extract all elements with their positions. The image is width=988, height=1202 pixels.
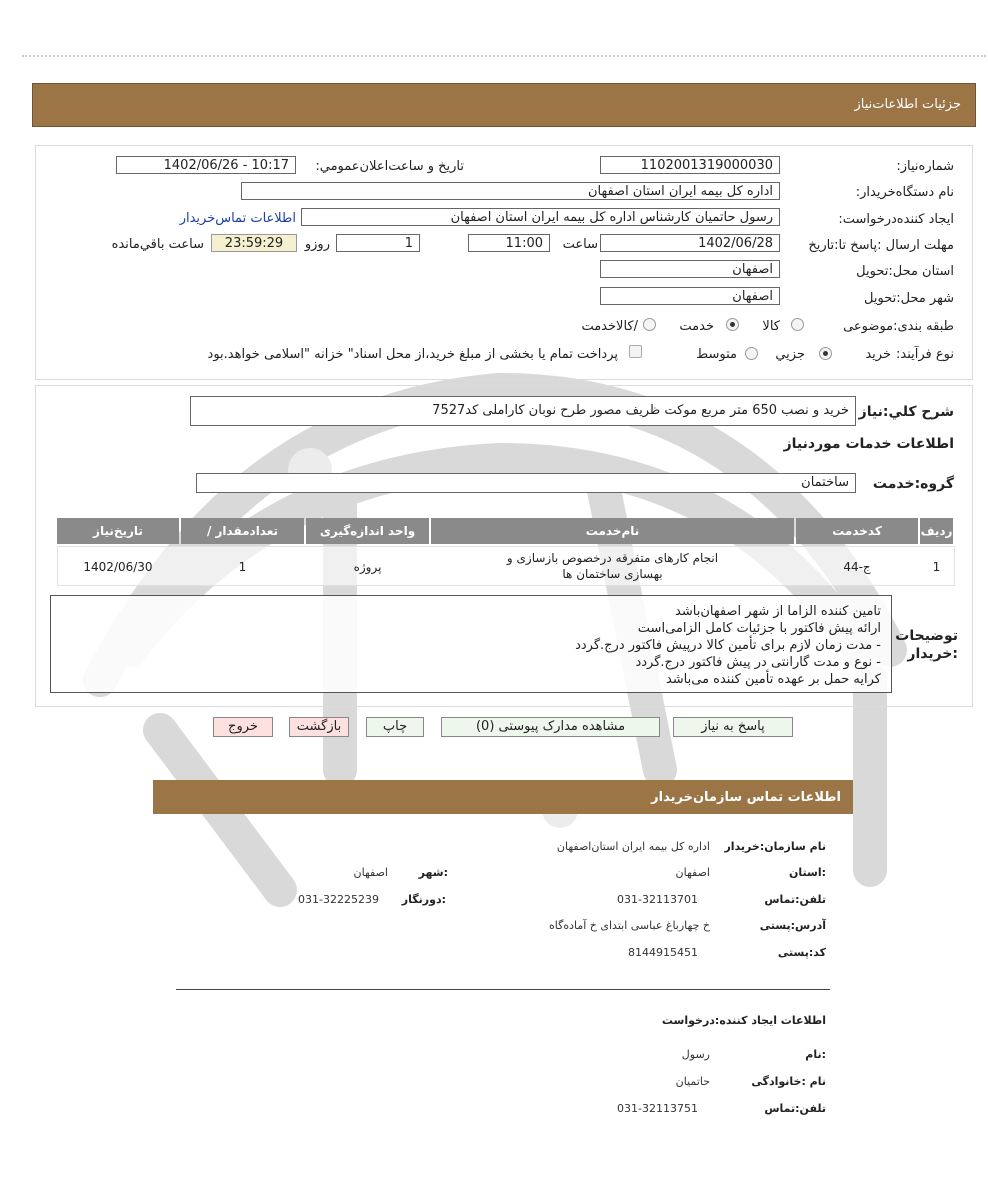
requester-family-value: حاتمیان — [675, 1075, 710, 1088]
fax-label: :دورنگار — [401, 893, 446, 906]
col-name-header: نام‌خدمت — [431, 518, 794, 544]
service-group-label: گروه:خدمت — [872, 476, 954, 492]
announce-field: 1402/06/26 - 10:17 — [116, 156, 296, 174]
attachments-button[interactable]: مشاهده مدارک پیوستی (0) — [441, 717, 660, 737]
org-label: نام سازمان:خریدار — [724, 840, 826, 853]
cell-date: 1402/06/30 — [83, 560, 153, 574]
process-minor-radio[interactable] — [819, 347, 832, 360]
need-number-label: شماره‌نیاز: — [896, 159, 954, 174]
contact-phone-label: تلفن:تماس — [764, 893, 826, 906]
service-group-field: ساختمان — [196, 473, 856, 493]
province-field: اصفهان — [600, 260, 780, 278]
cell-qty: 1 — [238, 560, 247, 574]
remaining-label: ساعت باقي‌مانده — [111, 237, 204, 252]
requester-phone-label: تلفن:تماس — [764, 1102, 826, 1115]
announce-label: تاریخ و ساعت‌اعلان‌عمومي: — [315, 159, 464, 174]
requester-family-label: نام :خانوادگی — [751, 1075, 826, 1088]
note-line: تامین کننده الزاما از شهر اصفهان‌باشد — [675, 604, 881, 619]
buyer-field: اداره کل بیمه ایران استان اصفهان — [241, 182, 780, 200]
deadline-label: مهلت ارسال :پاسخ تا:تاریخ — [808, 238, 954, 253]
note-line: - نوع و مدت گارانتی در پیش فاکتور درج.گردد — [635, 655, 881, 670]
cell-code: ج-44 — [843, 560, 871, 574]
org-value: اداره کل بیمه ایران استان‌اصفهان — [556, 840, 710, 853]
contact-city-value: اصفهان — [353, 866, 388, 879]
services-heading: اطلاعات خدمات موردنیاز — [783, 436, 954, 452]
requester-title: اطلاعات ایجاد کننده:درخواست — [661, 1014, 826, 1027]
category-both-radio[interactable] — [643, 318, 656, 331]
fax-value: 031-32225239 — [298, 893, 379, 906]
top-divider — [22, 55, 986, 57]
contact-section-title: اطلاعات تماس سازمان‌خریدار — [651, 790, 841, 805]
treasury-payment-label: پرداخت تمام یا بخشی از مبلغ خرید،از محل اسناد" خزانه "اسلامی خواهد.بود — [207, 347, 618, 362]
requester-name-value: رسول — [681, 1048, 710, 1061]
address-label: آدرس:پستی — [759, 919, 826, 932]
days-label: روزو — [304, 237, 330, 252]
contact-section-header — [153, 780, 853, 814]
remaining-timer: 23:59:29 — [211, 234, 297, 252]
page-header — [32, 83, 976, 127]
col-qty-header: / تعدادمقدار — [181, 518, 304, 544]
col-row-header: ردیف — [920, 518, 953, 544]
creator-field: رسول حاتمیان کارشناس اداره کل بیمه ایران استان اصفهان — [301, 208, 780, 226]
col-unit-header: واحد اندازه‌گیری — [306, 518, 429, 544]
category-label: طبقه بندی:موضوعی — [843, 319, 954, 334]
category-both-label: /کالاخدمت — [581, 319, 638, 334]
requester-name-label: :نام — [805, 1048, 826, 1061]
notes-label-2: :خریدار — [907, 646, 958, 662]
deadline-date-field: 1402/06/28 — [600, 234, 780, 252]
buyer-label: نام دستگاه‌خریدار: — [855, 185, 954, 200]
print-button[interactable]: چاپ — [366, 717, 424, 737]
process-kind: خرید — [865, 347, 891, 362]
page-title: جزئیات اطلاعات‌نیاز — [854, 97, 961, 112]
notes-label-1: توضیحات — [895, 628, 958, 644]
postal-label: کد:پستی — [777, 946, 826, 959]
category-goods-radio[interactable] — [791, 318, 804, 331]
deadline-time-field: 11:00 — [468, 234, 550, 252]
reply-button[interactable]: پاسخ به نیاز — [673, 717, 793, 737]
general-desc-label: شرح کلي:نیاز — [858, 404, 954, 420]
note-line: - مدت زمان لازم برای تأمین کالا درپیش فاکتور درج.گردد — [575, 638, 881, 653]
process-label: نوع فرآیند: — [896, 347, 954, 362]
col-code-header: کدخدمت — [796, 518, 918, 544]
contact-divider — [176, 989, 830, 990]
need-details-panel — [35, 145, 973, 380]
province-label: استان محل:تحویل — [856, 264, 954, 279]
general-desc-field: خرید و نصب 650 متر مربع موکت ظریف مصور طرح نوبان کاراملی کد7527 — [190, 396, 856, 426]
contact-province-value: اصفهان — [675, 866, 710, 879]
category-service-radio[interactable] — [726, 318, 739, 331]
category-goods-label: کالا — [762, 319, 780, 334]
deadline-time-label: ساعت — [562, 237, 598, 252]
treasury-payment-checkbox[interactable] — [629, 345, 642, 358]
buyer-notes-box — [50, 595, 892, 693]
city-label: شهر محل:تحویل — [864, 291, 954, 306]
cell-name-line1: انجام کارهای متفرقه درخصوص بازسازی و — [506, 551, 719, 565]
contact-province-label: :استان — [789, 866, 826, 879]
cell-row: 1 — [932, 560, 941, 574]
buyer-contact-link[interactable]: اطلاعات تماس‌خریدار — [179, 211, 296, 226]
creator-label: ایجاد کننده‌درخواست: — [838, 212, 954, 227]
process-medium-radio[interactable] — [745, 347, 758, 360]
cell-unit: پروژه — [353, 560, 382, 574]
col-date-header: تاریخ‌نیاز — [57, 518, 179, 544]
contact-phone-value: 031-32113701 — [617, 893, 698, 906]
note-line: کرایه حمل بر عهده تأمین کننده می‌باشد — [665, 672, 881, 687]
exit-button[interactable]: خروج — [213, 717, 273, 737]
note-line: ارائه پیش فاکتور با جزئیات کامل الزامی‌است — [637, 621, 881, 636]
process-minor-label: جزيي — [775, 347, 805, 362]
need-number-field: 1102001319000030 — [600, 156, 780, 174]
contact-city-label: :شهر — [418, 866, 448, 879]
address-value: خ چهارباغ عباسی ابتدای خ آماده‌گاه — [548, 919, 710, 932]
postal-value: 8144915451 — [628, 946, 698, 959]
requester-phone-value: 031-32113751 — [617, 1102, 698, 1115]
city-field: اصفهان — [600, 287, 780, 305]
process-medium-label: متوسط — [696, 347, 737, 362]
back-button[interactable]: بازگشت — [289, 717, 349, 737]
days-field: 1 — [336, 234, 420, 252]
category-service-label: خدمت — [679, 319, 714, 334]
cell-name-line2: بهسازی ساختمان ها — [562, 567, 663, 581]
